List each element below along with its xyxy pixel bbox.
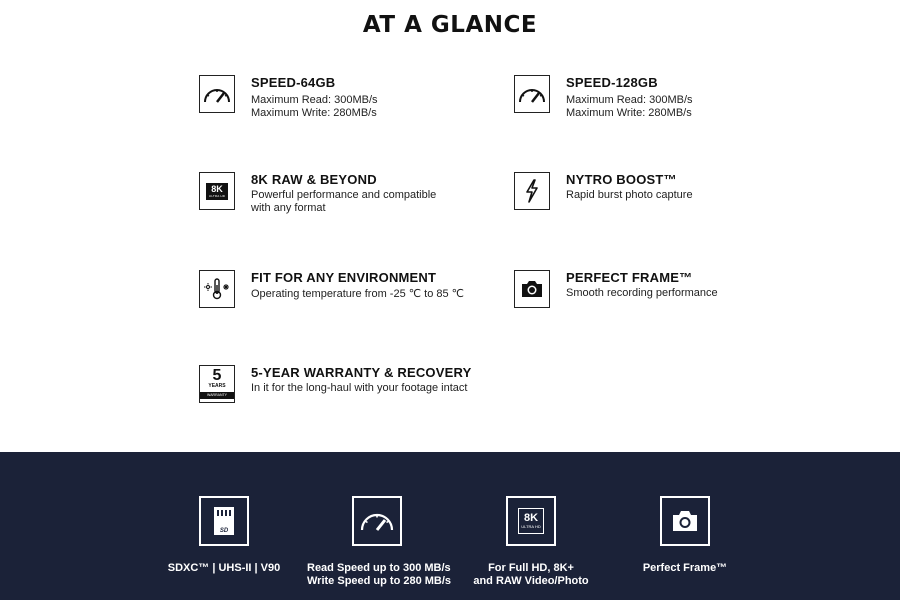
warranty-label: WARRANTY: [200, 392, 234, 399]
camera-icon: [514, 270, 550, 308]
feature-heading: NYTRO BOOST™: [566, 172, 677, 187]
feature-heading: SPEED-64GB: [251, 75, 336, 90]
feature-text: Operating temperature from -25 ℃ to 85 ℃: [251, 288, 465, 300]
speedometer-icon: [199, 75, 235, 113]
footer-item-8k: [461, 496, 601, 596]
footer-text: For Full HD, 8K+: [488, 562, 574, 574]
badge-ultra-hd-label: ULTRA HD: [208, 193, 226, 198]
footer-text: and RAW Video/Photo: [473, 575, 589, 587]
feature-heading: PERFECT FRAME™: [566, 270, 693, 285]
speedometer-icon: [352, 496, 402, 546]
feature-8k-raw: [199, 172, 499, 222]
warranty-years-label: YEARS: [208, 383, 226, 389]
sd-card-icon: [199, 496, 249, 546]
feature-speed-128gb: [514, 75, 814, 125]
feature-text: Smooth recording performance: [566, 287, 718, 299]
feature-text: with any format: [251, 202, 326, 214]
feature-heading: FIT FOR ANY ENVIRONMENT: [251, 270, 437, 285]
footer-band: [0, 452, 900, 600]
footer-item-speed: [307, 496, 452, 596]
feature-heading: SPEED-128GB: [566, 75, 658, 90]
feature-text: Powerful performance and compatible: [251, 189, 437, 201]
feature-heading: 5-YEAR WARRANTY & RECOVERY: [251, 365, 472, 380]
badge-ultra-hd-label: ULTRA HD: [521, 524, 541, 529]
camera-icon: [660, 496, 710, 546]
footer-text: SDXC™ | UHS-II | V90: [167, 562, 281, 574]
feature-text: In it for the long-haul with your footage intact: [251, 382, 468, 394]
page-title: AT A GLANCE: [362, 12, 538, 38]
footer-text: Read Speed up to 300 MB/s: [307, 562, 451, 574]
badge-8k-label: 8K: [523, 512, 539, 524]
speedometer-icon: [514, 75, 550, 113]
feature-text: Rapid burst photo capture: [566, 189, 693, 201]
feature-warranty: [199, 365, 499, 415]
footer-item-sdxc: [154, 496, 294, 596]
feature-text: Maximum Read: 300MB/s: [566, 94, 693, 106]
footer-item-perfect-frame: [615, 496, 755, 596]
8k-ultra-hd-icon: [506, 496, 556, 546]
feature-heading: 8K RAW & BEYOND: [251, 172, 377, 187]
lightning-bolt-icon: [514, 172, 550, 210]
feature-text: Maximum Write: 280MB/s: [251, 107, 377, 119]
thermometer-icon: [199, 270, 235, 308]
sd-logo-label: SD: [219, 528, 229, 534]
footer-text: Perfect Frame™: [642, 562, 728, 574]
footer-text: Write Speed up to 280 MB/s: [307, 575, 452, 587]
feature-text: Maximum Read: 300MB/s: [251, 94, 378, 106]
warranty-badge-icon: [199, 365, 235, 403]
feature-nytro-boost: [514, 172, 814, 222]
feature-speed-64gb: [199, 75, 499, 125]
feature-perfect-frame: [514, 270, 814, 320]
8k-ultra-hd-icon: [199, 172, 235, 210]
feature-environment: [199, 270, 499, 320]
warranty-years-number: 5: [212, 367, 222, 384]
feature-text: Maximum Write: 280MB/s: [566, 107, 692, 119]
badge-8k-label: 8K: [211, 183, 223, 194]
